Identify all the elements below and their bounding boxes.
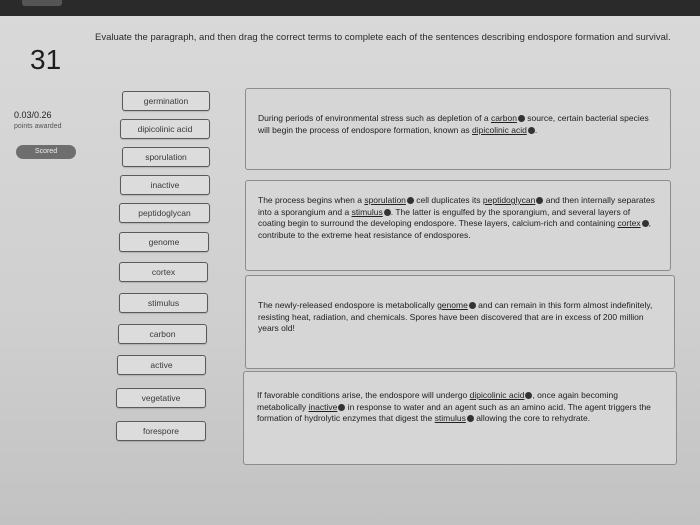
term-forespore[interactable]: forespore xyxy=(116,421,206,441)
instructions-text: Evaluate the paragraph, and then drag the correct terms to complete each of the sentences describing endospore formation and survival. xyxy=(95,32,671,43)
paragraph-text: cell duplicates its xyxy=(413,195,483,205)
drop-target-4a[interactable]: dipicolinic acid xyxy=(469,390,525,400)
check-icon xyxy=(407,197,414,204)
question-page xyxy=(0,16,700,525)
paragraph-2 xyxy=(258,195,658,241)
term-genome[interactable]: genome xyxy=(119,232,209,252)
term-germination[interactable]: germination xyxy=(122,91,210,111)
drop-target-4c[interactable]: stimulus xyxy=(434,413,466,423)
term-inactive[interactable]: inactive xyxy=(120,175,210,195)
question-number: 31 xyxy=(30,44,62,75)
drop-target-1b[interactable]: dipicolinic acid xyxy=(472,124,527,135)
paragraph-text: During periods of environmental stress such as depletion of a xyxy=(258,113,491,123)
paragraph-3 xyxy=(258,300,658,335)
paragraph-text: source, certain bacterial species will begin the process of endospore formation, known as xyxy=(258,113,649,135)
term-cortex[interactable]: cortex xyxy=(119,262,208,282)
status-badge: Scored xyxy=(16,145,76,159)
drop-target-4b[interactable]: inactive xyxy=(308,401,338,412)
paragraph-text: If favorable conditions arise, the endospore will undergo xyxy=(257,390,470,400)
term-vegetative[interactable]: vegetative xyxy=(116,388,206,408)
paragraph-text: , contribute to the extreme heat resistance of endospores. xyxy=(258,218,651,240)
term-carbon[interactable]: carbon xyxy=(118,324,207,344)
drop-target-1a[interactable]: carbon xyxy=(490,113,517,123)
paragraph-panel-1 xyxy=(245,88,671,170)
drop-target-3a[interactable]: genome xyxy=(437,300,468,310)
paragraph-text: allowing the core to rehydrate. xyxy=(473,413,591,423)
paragraph-text: The process begins when a xyxy=(258,195,365,205)
paragraph-text: , once again becoming metabolically xyxy=(257,390,618,412)
term-dipicolinic-acid[interactable]: dipicolinic acid xyxy=(120,119,210,139)
check-icon xyxy=(642,220,649,227)
drop-target-2a[interactable]: sporulation xyxy=(364,195,406,205)
paragraph-text: in response to water and an agent such as an amino acid. The agent triggers the formation of hydrolytic enzymes that digest the xyxy=(257,401,651,423)
check-icon xyxy=(384,209,391,216)
paragraph-panel-3 xyxy=(245,275,675,369)
check-icon xyxy=(518,115,525,122)
top-bar xyxy=(0,0,700,16)
paragraph-text: and then internally separates into a sporangium and a xyxy=(258,195,655,217)
points-label: points awarded xyxy=(14,123,62,130)
drop-target-2b[interactable]: peptidoglycan xyxy=(482,195,536,205)
paragraph-text: . xyxy=(534,124,538,135)
check-icon xyxy=(467,415,474,422)
term-stimulus[interactable]: stimulus xyxy=(119,293,208,313)
paragraph-1 xyxy=(258,113,658,136)
paragraph-text: . The latter is engulfed by the sporangium, and several layers of coating begin to surround the developing endospore. These layers, calcium-rich and containing xyxy=(258,206,631,228)
top-tab-stub xyxy=(22,0,62,6)
drop-target-2c[interactable]: stimulus xyxy=(351,206,383,217)
term-active[interactable]: active xyxy=(117,355,206,375)
check-icon xyxy=(469,302,476,309)
paragraph-panel-2 xyxy=(245,180,671,271)
paragraph-4 xyxy=(257,390,662,425)
paragraph-text: The newly-released endospore is metabolically xyxy=(258,300,438,310)
check-icon xyxy=(528,124,538,135)
term-peptidoglycan[interactable]: peptidoglycan xyxy=(119,203,210,223)
paragraph-text: and can remain in this form almost indefinitely, resisting heat, radiation, and chemicals. Spores have been discovered that are in excess of 200 million years old! xyxy=(258,300,653,333)
drop-target-2d[interactable]: cortex xyxy=(617,218,641,228)
paragraph-panel-4 xyxy=(243,371,677,465)
term-sporulation[interactable]: sporulation xyxy=(122,147,210,167)
points-value: 0.03/0.26 xyxy=(14,110,52,120)
